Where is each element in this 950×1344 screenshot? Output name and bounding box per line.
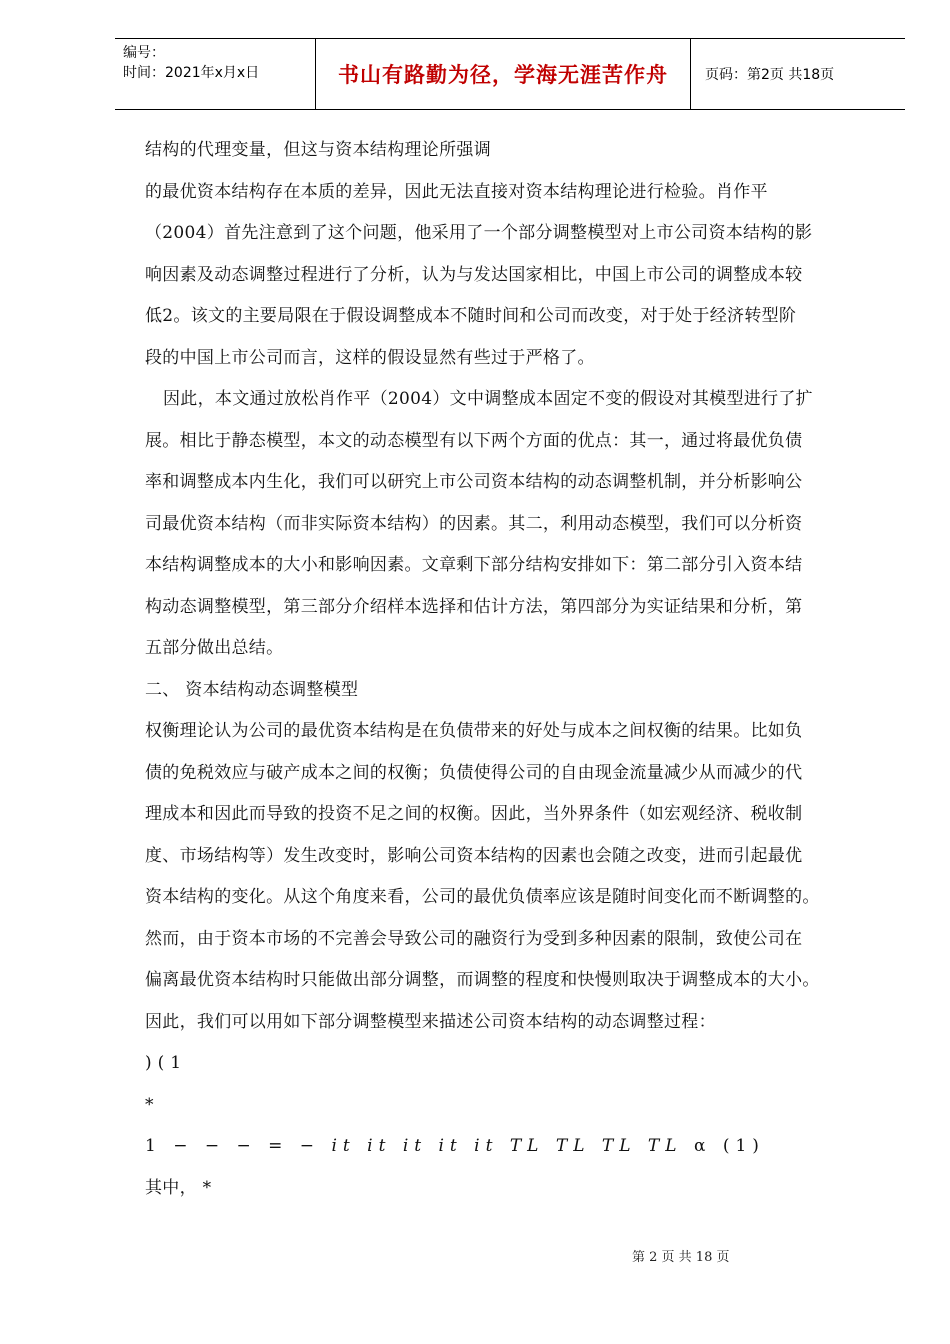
equation-main [145,1126,875,1168]
header-page-info: 页码：第2页 共18页 [705,67,835,83]
header-meta [123,43,259,83]
equation-part: α (1) [693,1136,765,1156]
page-header [115,38,905,110]
text-line: 偏离最优资本结构时只能做出部分调整，而调整的程度和快慢则取决于调整成本的大小。 [145,970,820,990]
text-line: 的最优资本结构存在本质的差异，因此无法直接对资本结构理论进行检验。肖作平 [145,181,768,202]
text-line: 响因素及动态调整过程进行了分析，认为与发达国家相比，中国上市公司的调整成本较 [145,264,803,285]
text-line: 因此，我们可以用如下部分调整模型来描述公司资本结构的动态调整过程： [145,1011,716,1032]
section-title: 二、 资本结构动态调整模型 [145,679,359,700]
text-line: 其中， * [145,1177,212,1198]
equation-part: 1 − − − = − [145,1136,321,1156]
text-line: 展。相比于静态模型，本文的动态模型有以下两个方面的优点：其一，通过将最优负债 [145,430,803,451]
equation-line: ) ( 1 [145,1053,182,1073]
text-line: 五部分做出总结。 [145,638,284,658]
text-line: 然而，由于资本市场的不完善会导致公司的融资行为受到多种因素的限制，致使公司在 [145,928,803,949]
time-label: 时间：2021年x月x日 [123,65,260,81]
equation-line: * [145,1094,154,1115]
text-line: 资本结构的变化。从这个角度来看，公司的最优负债率应该是随时间变化而不断调整的。 [145,887,820,907]
document-body [145,130,875,1209]
text-line: 权衡理论认为公司的最优资本结构是在负债带来的好处与成本之间权衡的结果。比如负 [145,721,803,741]
text-line: 段的中国上市公司而言，这样的假设显然有些过于严格了。 [145,347,595,368]
text-line: 构动态调整模型，第三部分介绍样本选择和估计方法，第四部分为实证结果和分析，第 [145,596,803,617]
text-line: 司最优资本结构（而非实际资本结构）的因素。其二，利用动态模型，我们可以分析资 [145,513,803,534]
page-footer: 第 2 页 共 18 页 [632,1250,730,1265]
header-motto: 书山有路勤为径，学海无涯苦作舟 [315,39,691,109]
text-line: 本结构调整成本的大小和影响因素。文章剩下部分结构安排如下：第二部分引入资本结 [145,555,803,575]
text-line: 度、市场结构等）发生改变时，影响公司资本结构的因素也会随之改变，进而引起最优 [145,845,803,866]
text-line: （2004）首先注意到了这个问题，他采用了一个部分调整模型对上市公司资本结构的影 [145,223,813,243]
equation-variables: it it it it it TL TL TL TL [331,1136,683,1156]
text-line: 结构的代理变量，但这与资本结构理论所强调 [145,140,491,160]
text-line: 因此，本文通过放松肖作平（2004）文中调整成本固定不变的假设对其模型进行了扩 [163,389,813,409]
text-line: 理成本和因此而导致的投资不足之间的权衡。因此，当外界条件（如宏观经济、税收制 [145,804,803,824]
number-label: 编号： [123,45,165,61]
text-line: 债的免税效应与破产成本之间的权衡；负债使得公司的自由现金流量减少从而减少的代 [145,762,803,783]
text-line: 率和调整成本内生化，我们可以研究上市公司资本结构的动态调整机制，并分析影响公 [145,472,803,492]
text-line: 低2。该文的主要局限在于假设调整成本不随时间和公司而改变，对于处于经济转型阶 [145,306,797,326]
